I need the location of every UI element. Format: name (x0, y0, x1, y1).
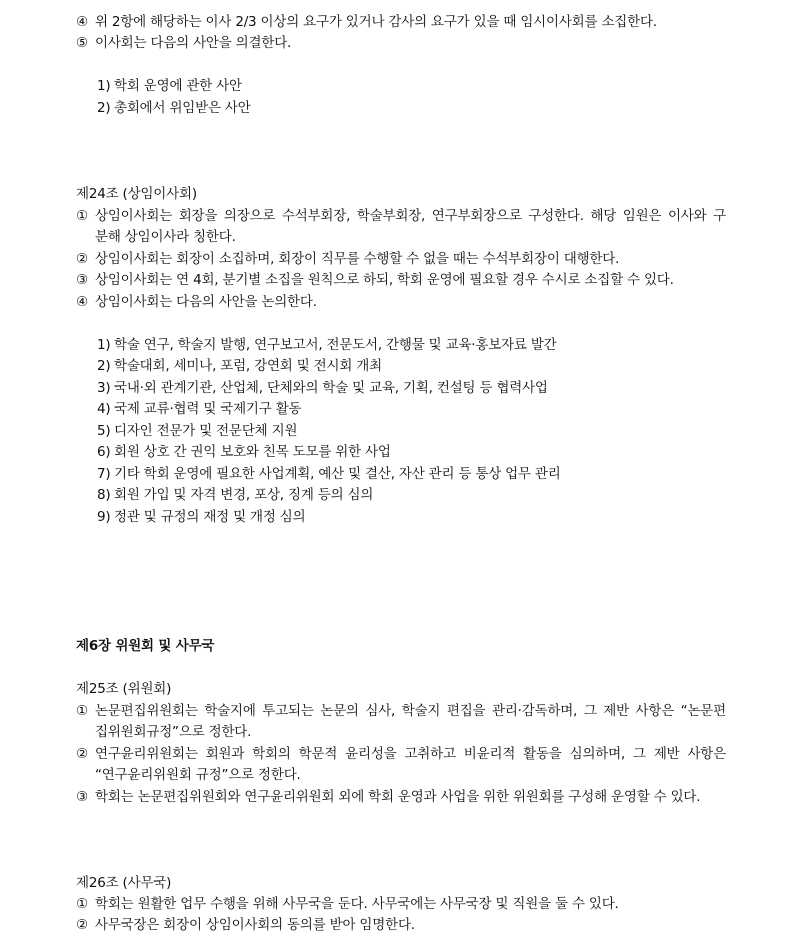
a24-paragraph-1 (76, 206, 726, 249)
a26-paragraph-2 (76, 915, 726, 936)
item-number: 1) (97, 337, 111, 353)
paragraph-text: 위 2항에 해당하는 이사 2/3 이상의 요구가 있거나 감사의 요구가 있을 때 임시이사회를 소집한다. (95, 14, 657, 30)
item-number: 2) (97, 358, 111, 374)
list-item (97, 485, 373, 506)
item-text: 국제 교류·협력 및 국제기구 활동 (114, 401, 302, 417)
item-text: 회원 가입 및 자격 변경, 포상, 징계 등의 심의 (114, 487, 374, 503)
paragraph-text: 사무국장은 회장이 상임이사회의 동의를 받아 임명한다. (95, 917, 415, 933)
item-number: 5) (97, 423, 111, 439)
circled-number: ② (76, 746, 88, 762)
article-26-title: 제26조 (사무국) (76, 875, 172, 891)
list-item (97, 442, 391, 463)
circled-number: ⑤ (76, 35, 88, 51)
paragraph-text-line-2: 분해 상임이사라 칭한다. (95, 229, 236, 246)
list-item (97, 421, 297, 442)
paragraph-text: 상임이사회는 연 4회, 분기별 소집을 원칙으로 하되, 학회 운영에 필요할 경우 수시로 소집할 수 있다. (95, 272, 674, 288)
paragraph-text-line-1: 연구윤리위원회는 회원과 학회의 학문적 윤리성을 고취하고 비윤리적 활동을 심의하며, 그 제반 사항은 (95, 746, 726, 762)
item-text: 총회에서 위임받은 사안 (114, 100, 251, 116)
item-text: 디자인 전문가 및 전문단체 지원 (114, 423, 298, 439)
item-text: 학술 연구, 학술지 발행, 연구보고서, 전문도서, 간행물 및 교육·홍보자료 발간 (114, 337, 557, 353)
a23-paragraph-4 (76, 12, 726, 33)
paragraph-text-line-2: “연구윤리위원회 규정”으로 정한다. (95, 767, 301, 784)
list-item (97, 335, 557, 356)
paragraph-text-line-2: 집위원회규정”으로 정한다. (95, 724, 252, 741)
list-item (97, 98, 251, 119)
article-24-title: 제24조 (상임이사회) (76, 186, 197, 202)
list-item (97, 464, 561, 485)
circled-number: ① (76, 208, 88, 224)
article-25-title: 제25조 (위원회) (76, 681, 172, 697)
paragraph-text: 상임이사회는 다음의 사안을 논의한다. (95, 294, 317, 310)
item-text: 기타 학회 운영에 필요한 사업계획, 예산 및 결산, 자산 관리 등 통상 업무 관리 (114, 466, 561, 482)
paragraph-text: 학회는 원활한 업무 수행을 위해 사무국을 둔다. 사무국에는 사무국장 및 직원을 둘 수 있다. (95, 896, 619, 912)
paragraph-text: 이사회는 다음의 사안을 의결한다. (95, 35, 292, 51)
circled-number: ② (76, 917, 88, 933)
list-item (97, 76, 242, 97)
item-text: 학회 운영에 관한 사안 (114, 78, 242, 94)
list-item (97, 399, 301, 420)
a25-paragraph-1 (76, 701, 726, 744)
list-item (97, 356, 382, 377)
paragraph-text-line-1: 상임이사회는 회장을 의장으로 수석부회장, 학술부회장, 연구부회장으로 구성한다. 해당 임원은 이사와 구 (95, 208, 726, 224)
item-text: 학술대회, 세미나, 포럼, 강연회 및 전시회 개최 (114, 358, 382, 374)
item-text: 정관 및 규정의 재정 및 개정 심의 (114, 509, 306, 525)
circled-number: ③ (76, 789, 88, 805)
circled-number: ① (76, 896, 88, 912)
a24-paragraph-4 (76, 292, 726, 313)
paragraph-text: 상임이사회는 회장이 소집하며, 회장이 직무를 수행할 수 없을 때는 수석부회장이 대행한다. (95, 251, 620, 267)
circled-number: ④ (76, 294, 88, 310)
paragraph-text: 학회는 논문편집위원회와 연구윤리위원회 외에 학회 운영과 사업을 위한 위원회를 구성해 운영할 수 있다. (95, 789, 701, 805)
list-item (97, 378, 548, 399)
circled-number: ① (76, 703, 88, 719)
circled-number: ④ (76, 14, 88, 30)
chapter-6-title: 제6장 위원회 및 사무국 (76, 638, 215, 654)
item-text: 회원 상호 간 권익 보호와 친목 도모를 위한 사업 (114, 444, 391, 460)
circled-number: ② (76, 251, 88, 267)
a23-paragraph-5 (76, 33, 726, 54)
a25-paragraph-2 (76, 744, 726, 787)
item-number: 1) (97, 78, 111, 94)
a25-paragraph-3 (76, 787, 726, 808)
a24-paragraph-2 (76, 249, 726, 270)
item-number: 8) (97, 487, 111, 503)
circled-number: ③ (76, 272, 88, 288)
item-number: 6) (97, 444, 111, 460)
a26-paragraph-1 (76, 894, 726, 915)
item-text: 국내·외 관계기관, 산업체, 단체와의 학술 및 교육, 기획, 컨설팅 등 협력사업 (114, 380, 548, 396)
paragraph-text-line-1: 논문편집위원회는 학술지에 투고되는 논문의 심사, 학술지 편집을 관리·감독하며, 그 제반 사항은 “논문편 (95, 703, 726, 719)
item-number: 2) (97, 100, 111, 116)
item-number: 3) (97, 380, 111, 396)
a24-paragraph-3 (76, 270, 726, 291)
item-number: 9) (97, 509, 111, 525)
item-number: 4) (97, 401, 111, 417)
list-item (97, 507, 305, 528)
item-number: 7) (97, 466, 111, 482)
